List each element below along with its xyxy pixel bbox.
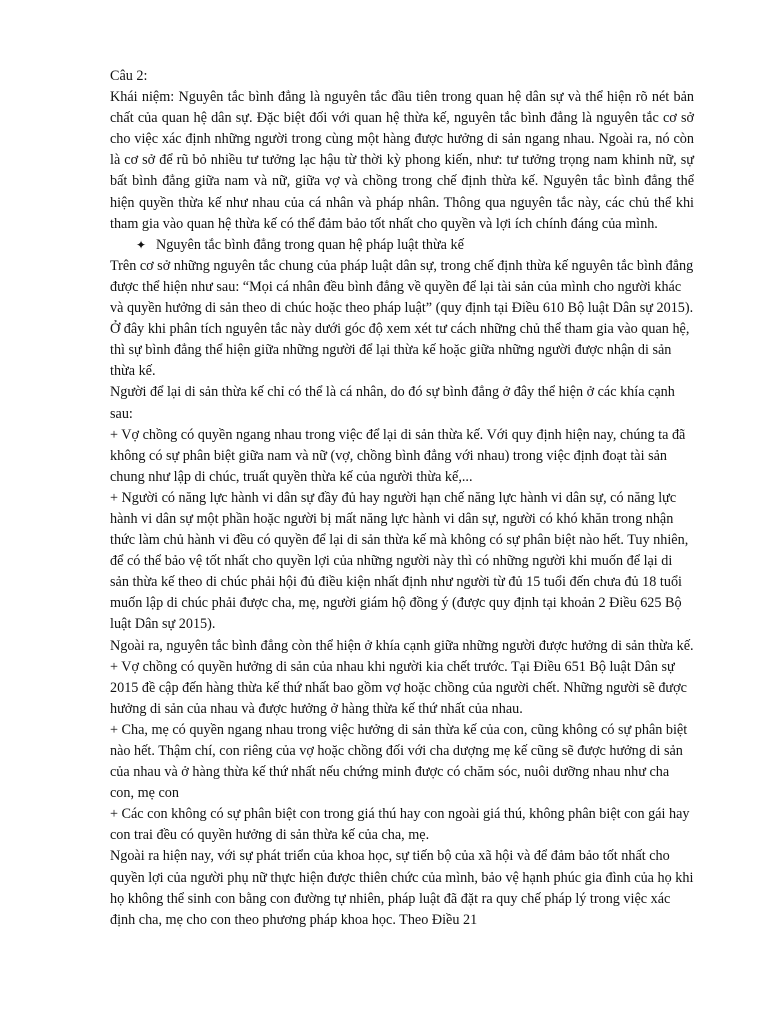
document-page: [110, 66, 694, 931]
paragraph-science: Ngoài ra hiện nay, với sự phát triển của khoa học, sự tiến bộ của xã hội và để đảm bảo tốt nhất cho quyền lợi của người phụ nữ thực hiện được thiên chức của mình, bảo vệ hạnh phúc gia đình của họ khi họ không thể sinh con bằng con đường tự nhiên, pháp luật đã đặt ra quy chế pháp lý trong việc xác định cha, mẹ cho con theo phương pháp khoa học. Theo Điều 21: [110, 848, 694, 928]
paragraph-heirs-intro: Ngoài ra, nguyên tắc bình đẳng còn thể hiện ở khía cạnh giữa những người được hưởng di sản thừa kế.: [110, 637, 694, 654]
star-bullet-icon: ✦: [136, 237, 147, 252]
paragraph-capacity: + Người có năng lực hành vi dân sự đầy đủ hay người hạn chế năng lực hành vi dân sự, có năng lực hành vi dân sự một phần hoặc người bị mất năng lực hành vi dân sự, người có khó khăn trong nhận thức làm chủ hành vi đều có quyền để lại di sản thừa kế mà không có sự phân biệt nào hết. Tuy nhiên, để có thể bảo vệ tốt nhất cho quyền lợi của những người này thì có những người khi muốn để lại di sản thừa kế theo di chúc phải hội đủ điều kiện nhất định như người từ đủ 15 tuổi đến chưa đủ 18 tuổi muốn lập di chúc phải được cha, mẹ, người giám hộ đồng ý (được quy định tại khoản 2 Điều 625 Bộ luật Dân sự 2015).: [110, 489, 689, 633]
paragraph-children: + Các con không có sự phân biệt con trong giá thú hay con ngoài giá thú, không phân biệt con gái hay con trai đều có quyền hưởng di sản thừa kế của cha, mẹ.: [110, 806, 690, 844]
bullet-heading-text: Nguyên tắc bình đẳng trong quan hệ pháp luật thừa kế: [156, 236, 464, 253]
paragraph-spouse-equal: + Vợ chồng có quyền ngang nhau trong việc để lại di sản thừa kế. Với quy định hiện nay, chúng ta đã không có sự phân biệt giữa nam và nữ (vợ, chồng bình đẳng với nhau) trong việc định đoạt tài sản chung như lập di chúc, truất quyền thừa kế của người thừa kế,...: [110, 426, 686, 485]
paragraph-parents: + Cha, mẹ có quyền ngang nhau trong việc hưởng di sản thừa kế của con, cũng không có sự phân biệt nào hết. Thậm chí, con riêng của vợ hoặc chồng đối với cha dượng mẹ kế cũng sẽ được hưởng di sản của nhau và ở hàng thừa kế thứ nhất nếu chứng minh được có chăm sóc, nuôi dưỡng nhau như cha con, mẹ con: [110, 721, 688, 802]
paragraph-principle: Trên cơ sở những nguyên tắc chung của pháp luật dân sự, trong chế định thừa kế nguyên tắc bình đẳng được thể hiện như sau: “Mọi cá nhân đều bình đẳng về quyền để lại tài sản của mình cho người khác và quyền hưởng di sản theo di chúc hoặc theo pháp luật” (quy định tại Điều 610 Bộ luật Dân sự 2015). Ở đây khi phân tích nguyên tắc này dưới góc độ xem xét tư cách những chủ thể tham gia vào quan hệ, thì sự bình đẳng thể hiện giữa những người để lại thừa kế hoặc giữa những người được nhận di sản thừa kế.: [110, 257, 694, 380]
paragraph-testator-intro: Người để lại di sản thừa kế chỉ có thể là cá nhân, do đó sự bình đẳng ở đây thể hiện ở các khía cạnh sau:: [110, 384, 675, 422]
paragraph-concept: Khái niệm: Nguyên tắc bình đẳng là nguyên tắc đầu tiên trong quan hệ dân sự và thể hiện rõ nét bản chất của quan hệ dân sự. Đặc biệt đối với quan hệ thừa kế, nguyên tắc bình đẳng là nguyên tắc cơ sở cho việc xác định những người trong cùng một hàng được hưởng di sản ngang nhau. Ngoài ra, nó còn là cơ sở để rũ bỏ nhiều tư tưởng lạc hậu từ thời kỳ phong kiến, như: tư tưởng trọng nam khinh nữ, sự bất bình đẳng giữa nam và nữ, giữa vợ và chồng trong chế định thừa kế. Nguyên tắc bình đẳng thể hiện quyền thừa kế như nhau của cá nhân và pháp nhân. Thông qua nguyên tắc này, các chủ thể khi tham gia vào quan hệ thừa kế có thể đảm bảo tốt nhất cho quyền và lợi ích chính đáng của mình.: [110, 89, 694, 232]
paragraph-spouse-inherit: + Vợ chồng có quyền hưởng di sản của nhau khi người kia chết trước. Tại Điều 651 Bộ luật Dân sự 2015 đề cập đến hàng thừa kế thứ nhất bao gồm vợ hoặc chồng của người chết. Những người sẽ được hưởng di sản của nhau và được hưởng ở hàng thừa kế thứ nhất của nhau.: [110, 658, 687, 717]
question-heading: Câu 2:: [110, 68, 148, 84]
bullet-heading: [110, 235, 694, 256]
